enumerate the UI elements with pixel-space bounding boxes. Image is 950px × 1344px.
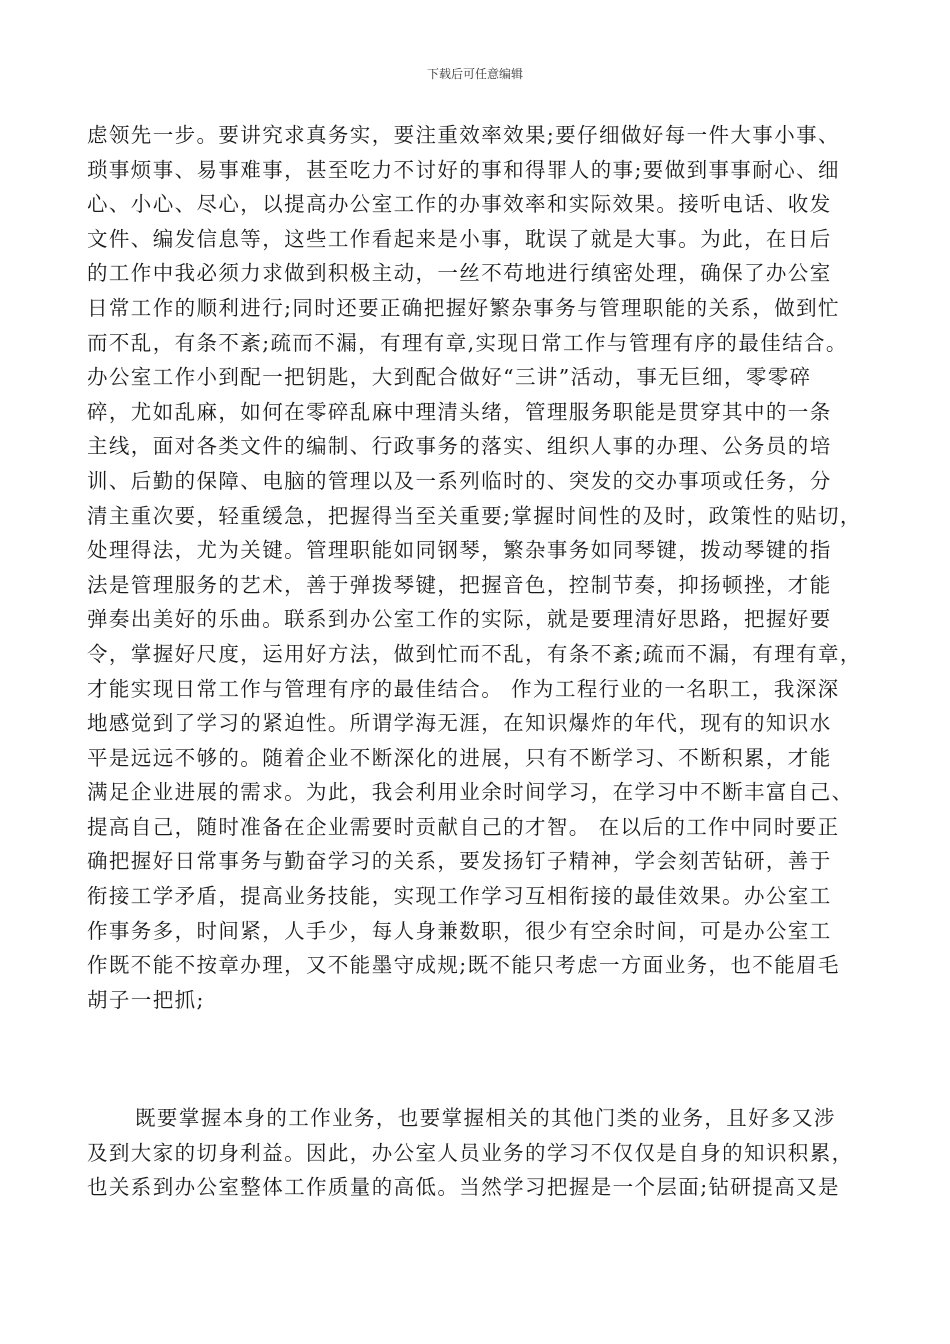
text-line: 文件、编发信息等，这些工作看起来是小事，耽误了就是大事。为此，在日后: [87, 226, 832, 251]
text-line: 平是远远不够的。随着企业不断深化的进展，只有不断学习、不断积累，才能: [87, 745, 832, 770]
text-line: 碎，尤如乱麻，如何在零碎乱麻中理清头绪，管理服务职能是贯穿其中的一条: [87, 399, 832, 424]
text-line: 胡子一把抓;: [87, 987, 205, 1012]
text-line: 作既不能不按章办理，又不能墨守成规;既不能只考虑一方面业务，也不能眉毛: [87, 953, 840, 978]
text-line: 衔接工学矛盾，提高业务技能，实现工作学习互相衔接的最佳效果。办公室工: [87, 884, 832, 909]
body-paragraph-1: [87, 118, 877, 1017]
text-line: 而不乱，有条不紊;疏而不漏，有理有章,实现日常工作与管理有序的最佳结合。: [87, 330, 848, 355]
text-line: 心、小心、尽心，以提高办公室工作的办事效率和实际效果。接听电话、收发: [87, 192, 832, 217]
text-line: 及到大家的切身利益。因此，办公室人员业务的学习不仅仅是自身的知识积累，: [87, 1140, 854, 1165]
text-line: 法是管理服务的艺术，善于弹拨琴键，把握音色，控制节奏，抑扬顿挫，才能: [87, 572, 832, 597]
text-line: 满足企业进展的需求。为此，我会利用业余时间学习，在学习中不断丰富自己、: [87, 780, 854, 805]
text-line: 日常工作的顺利进行;同时还要正确把握好繁杂事务与管理职能的关系，做到忙: [87, 295, 840, 320]
text-line: 虑领先一步。要讲究求真务实，要注重效率效果;要仔细做好每一件大事小事、: [87, 123, 840, 147]
text-line: 提高自己，随时准备在企业需要时贡献自己的才智。 在以后的工作中同时要正: [87, 814, 840, 839]
text-line: 令，掌握好尺度，运用好方法，做到忙而不乱，有条不紊;疏而不漏，有理有章，: [87, 641, 862, 666]
text-line: 清主重次要，轻重缓急，把握得当至关重要;掌握时间性的及时，政策性的贴切，: [87, 503, 862, 528]
text-line: 作事务多，时间紧，人手少，每人身兼数职，很少有空余时间，可是办公室工: [87, 918, 832, 943]
text-line: 办公室工作小到配一把钥匙，大到配合做好“三讲”活动，事无巨细，零零碎: [87, 365, 812, 390]
text-line: 弹奏出美好的乐曲。联系到办公室工作的实际，就是要理清好思路，把握好要: [87, 607, 832, 632]
text-line: 才能实现日常工作与管理有序的最佳结合。 作为工程行业的一名职工，我深深: [87, 676, 840, 701]
body-paragraph-2: [87, 1101, 877, 1205]
text-line: 也关系到办公室整体工作质量的高低。当然学习把握是一个层面;钻研提高又是: [87, 1175, 840, 1200]
text-line: 琐事烦事、易事难事，甚至吃力不讨好的事和得罪人的事;要做到事事耐心、细: [87, 157, 840, 182]
page-header: 下载后可任意编辑: [426, 67, 523, 81]
text-line-first: 既要掌握本身的工作业务，也要掌握相关的其他门类的业务，且好多又涉: [135, 1106, 836, 1130]
text-line: 地感觉到了学习的紧迫性。所谓学海无涯，在知识爆炸的年代，现有的知识水: [87, 711, 832, 736]
text-line: 确把握好日常事务与勤奋学习的关系，要发扬钉子精神，学会刻苦钻研，善于: [87, 849, 832, 874]
text-line: 主线，面对各类文件的编制、行政事务的落实、组织人事的办理、公务员的培: [87, 434, 832, 459]
text-line: 的工作中我必须力求做到积极主动，一丝不苟地进行缜密处理，确保了办公室: [87, 261, 832, 286]
text-line: 训、后勤的保障、电脑的管理以及一系列临时的、突发的交办事项或任务，分: [87, 468, 832, 493]
text-line: 处理得法，尤为关键。管理职能如同钢琴，繁杂事务如同琴键，拨动琴键的指: [87, 538, 832, 563]
